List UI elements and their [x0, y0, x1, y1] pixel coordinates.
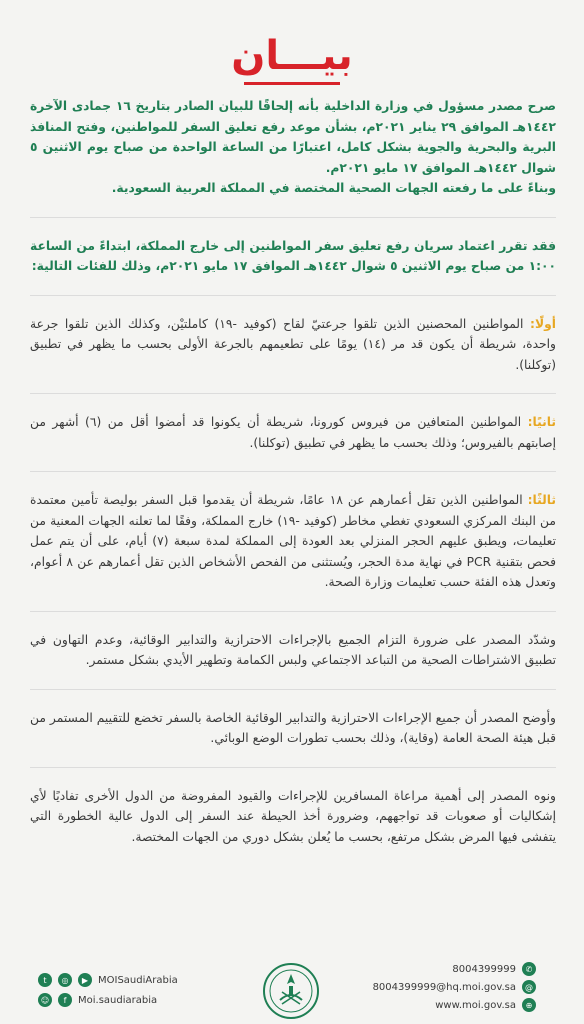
website-link[interactable]: www.moi.gov.sa: [435, 999, 516, 1011]
footer: [0, 958, 584, 1024]
decision-paragraph: فقد تقرر اعتماد سريان رفع تعليق سفر المواطنين إلى خارج المملكة، ابتداءً من الساعة ١:٠٠ من صباح يوم الاثنين ٥ شوال ١٤٤٢هـ الموافق ١٧ مايو ٢٠٢١م، وذلك للفئات التالية:: [30, 238, 556, 273]
item-second: [30, 412, 556, 453]
twitter-icon[interactable]: t: [38, 973, 52, 987]
phone-icon: ✆: [522, 962, 536, 976]
divider: [30, 611, 556, 612]
divider: [30, 767, 556, 768]
phone-number[interactable]: 8004399999: [452, 963, 516, 975]
paragraph-emphasis: وشدّد المصدر على ضرورة التزام الجميع بالإجراءات الاحترازية والتدابير الوقائية، وعدم التهاون في تطبيق الاشتراطات الصحية من التباعد الاجتماعي ولبس الكمامة وتطهير الأيدي بشكل مستمر.: [30, 632, 556, 667]
social-handle-1[interactable]: MOISaudiArabia: [98, 974, 178, 986]
social-row-2: [38, 990, 178, 1010]
item-lead: ثالثًا:: [527, 493, 557, 507]
paragraph-advice: ونوه المصدر إلى أهمية مراعاة المسافرين للإجراءات والقيود المفروضة من الدول الأخرى تفاديًا لأي إشكاليات أو صعوبات قد تواجههم، وضرورة أخذ الحيطة عند السفر إلى الدول عالية الخطورة التي يتفشى فيها المرض بشكل مرتفع، بحسب ما يُعلن بشكل دوري من الجهات المختصة.: [30, 788, 556, 844]
item-lead: أولًا:: [530, 316, 556, 331]
divider: [30, 217, 556, 218]
contact-info: [373, 960, 536, 1014]
item-text: المواطنين الذين تقل أعمارهم عن ١٨ عامًا، شريطة أن يقدموا قبل السفر بوليصة تأمين معتمدة من البنك المركزي السعودي تغطي مخاطر (كوفيد -١٩) خارج المملكة، وفقًا لما تعلنه الجهات المعنية من تعليمات، ويطبق عليهم الحجر المنزلي بعد العودة إلى المملكة لمدة سبعة (٧) أيام، على أن يتم عمل فحص بتقنية PCR في نهاية مدة الحجر، ويُستثنى من الفحص الأشخاص الذين تقل أعمارهم عن ٨ أعوام، وتعدل هذه الفئة حسب تعليمات وزارة الصحة.: [30, 493, 556, 589]
intro-line-2: وبناءً على ما رفعته الجهات الصحية المختصة في المملكة العربية السعودية.: [111, 181, 556, 195]
ministry-emblem-icon: [262, 962, 320, 1020]
social-row-1: [38, 970, 178, 990]
email-address[interactable]: 8004399999@hq.moi.gov.sa: [372, 981, 516, 993]
page-title: بيـــان: [231, 33, 353, 79]
contact-phone-row: [373, 960, 536, 978]
contact-email-row: [373, 978, 536, 996]
divider: [30, 471, 556, 472]
divider: [30, 295, 556, 296]
divider: [30, 393, 556, 394]
email-icon: @: [522, 980, 536, 994]
facebook-icon[interactable]: f: [58, 993, 72, 1007]
snapchat-icon[interactable]: ☺: [38, 993, 52, 1007]
title-underline: [244, 82, 340, 85]
instagram-icon[interactable]: ◎: [58, 973, 72, 987]
intro-paragraph: [30, 96, 556, 199]
item-text: المواطنين المحصنين الذين تلقوا جرعتيّ لقاح (كوفيد -١٩) كاملتيْن، وكذلك الذين تلقوا جرعة واحدة، شريطة أن يكون قد مر (١٤) يومًا على تطعيمهم بالجرعة الأولى بحسب ما يظهر في تطبيق (توكلنا).: [30, 316, 556, 372]
paragraph-evaluation: وأوضح المصدر أن جميع الإجراءات الاحترازية والتدابير الوقائية الخاصة بالسفر تخضع للتقييم المستمر من قبل هيئة الصحة العامة (وقاية)، وذلك بحسب تطورات الوضع الوبائي.: [30, 710, 556, 745]
item-third: [30, 490, 556, 593]
globe-icon: ⊕: [522, 998, 536, 1012]
contact-website-row: [373, 996, 536, 1014]
divider: [30, 689, 556, 690]
statement-body: [30, 96, 556, 865]
youtube-icon[interactable]: ▶: [78, 973, 92, 987]
social-handle-2[interactable]: Moi.saudiarabia: [78, 994, 158, 1006]
social-links: [38, 970, 178, 1010]
item-first: [30, 314, 556, 376]
intro-line-1: صرح مصدر مسؤول في وزارة الداخلية بأنه إلحاقًا للبيان الصادر بتاريخ ١٦ جمادى الآخرة ١٤٤٢هـ الموافق ٢٩ يناير ٢٠٢١م، بشأن موعد رفع تعليق السفر للمواطنين، وفتح المنافذ البرية والبحرية والجوية بشكل كامل، اعتبارًا من الساعة الواحدة من صباح يوم الاثنين ٥ شوال ١٤٤٢هـ الموافق ١٧ مايو ٢٠٢١م.: [30, 99, 556, 175]
item-lead: ثانيًا:: [527, 415, 556, 429]
item-text: المواطنين المتعافين من فيروس كورونا، شريطة أن يكونوا قد أمضوا أقل من (٦) أشهر من إصابتهم بالفيروس؛ وذلك بحسب ما يظهر في تطبيق (توكلنا).: [30, 415, 556, 450]
